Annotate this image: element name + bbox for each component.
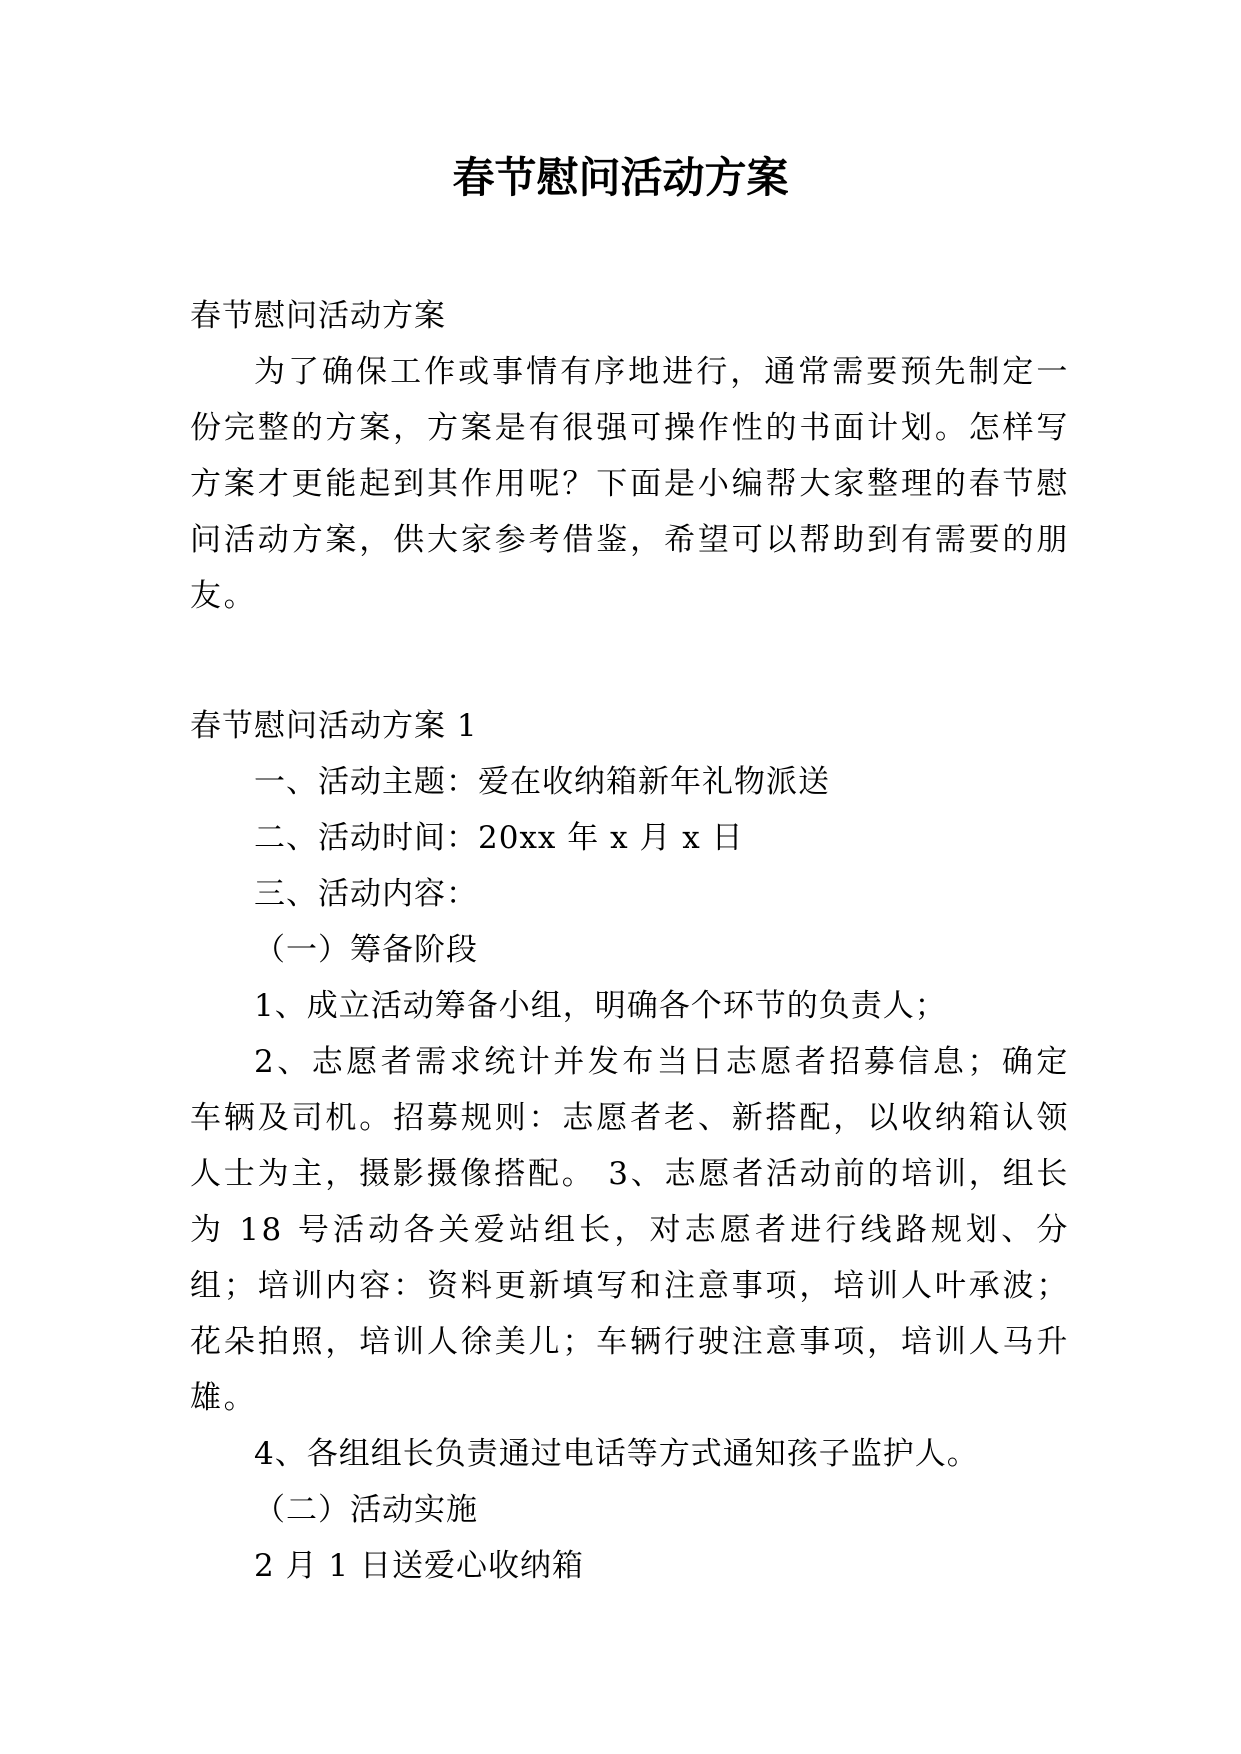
stage-heading-preparation: （一）筹备阶段 (254, 932, 478, 968)
page-title: 春节慰问活动方案 (452, 153, 789, 202)
document-body (190, 288, 1070, 1594)
date-item: 2 月 1 日送爱心收纳箱 (254, 1548, 585, 1584)
activity-content-heading: 三、活动内容： (254, 876, 478, 912)
stage-heading-implementation: （二）活动实施 (254, 1492, 478, 1528)
list-item: 1、成立活动筹备小组，明确各个环节的负责人； (254, 988, 947, 1024)
section-spacer (190, 624, 1070, 698)
activity-time: 二、活动时间：20xx 年 x 月 x 日 (254, 820, 744, 856)
list-item: 4、各组组长负责通过电话等方式通知孩子监护人。 (254, 1436, 979, 1472)
intro-paragraph: 为了确保工作或事情有序地进行，通常需要预先制定一份完整的方案，方案是有很强可操作性的书面计划。怎样写方案才更能起到其作用呢？下面是小编帮大家整理的春节慰问活动方案，供大家参考借鉴，希望可以帮助到有需要的朋友。 (190, 354, 1070, 614)
document-subtitle: 春节慰问活动方案 (190, 298, 446, 334)
activity-theme: 一、活动主题：爱在收纳箱新年礼物派送 (254, 764, 830, 800)
section-heading: 春节慰问活动方案 1 (190, 708, 478, 744)
list-item: 2、志愿者需求统计并发布当日志愿者招募信息；确定车辆及司机。招募规则：志愿者老、新搭配，以收纳箱认领人士为主，摄影摄像搭配。 3、志愿者活动前的培训，组长为 18 号活动各关爱站组长，对志愿者进行线路规划、分组；培训内容：资料更新填写和注意事项，培训人叶承波；花朵拍照，培训人徐美儿；车辆行驶注意事项，培训人马升雄。 (190, 1044, 1070, 1416)
